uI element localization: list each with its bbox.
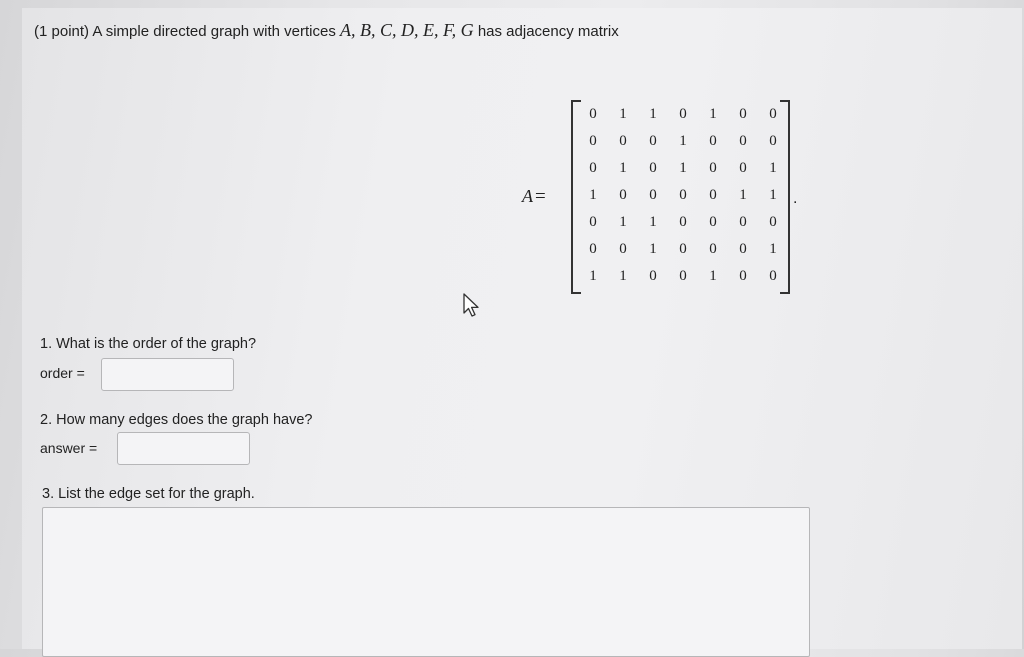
vertex-list: A, B, C, D, E, F, G	[339, 20, 474, 40]
points-label: (1 point)	[34, 23, 90, 40]
matrix-name: A	[522, 186, 533, 206]
mouse-pointer-icon	[462, 293, 482, 319]
matrix-cell: 0	[589, 106, 597, 122]
matrix-cell: 1	[649, 241, 657, 257]
problem-intro: A simple directed graph with vertices	[89, 23, 340, 40]
matrix-cell: 1	[649, 106, 657, 122]
matrix-cell: 1	[769, 241, 777, 257]
matrix-cell: 0	[739, 106, 747, 122]
matrix-cell: 0	[769, 214, 777, 230]
matrix-row	[578, 155, 788, 182]
adjacency-matrix	[578, 101, 788, 290]
matrix-cell: 0	[739, 214, 747, 230]
matrix-cell: 0	[709, 241, 717, 257]
matrix-cell: 1	[619, 268, 627, 284]
matrix-cell: 0	[619, 187, 627, 203]
matrix-cell: 1	[679, 160, 687, 176]
answer-label: answer =	[40, 440, 98, 456]
matrix-cell: 0	[769, 106, 777, 122]
matrix-cell: 1	[769, 160, 777, 176]
matrix-cell: 1	[589, 268, 597, 284]
matrix-cell: 0	[739, 241, 747, 257]
matrix-cell: 0	[709, 133, 717, 149]
matrix-row	[578, 101, 788, 128]
matrix-cell: 1	[619, 160, 627, 176]
matrix-equals: =	[535, 186, 546, 207]
matrix-row	[578, 236, 788, 263]
matrix-cell: 0	[679, 268, 687, 284]
matrix-cell: 0	[649, 133, 657, 149]
matrix-cell: 0	[709, 214, 717, 230]
order-input[interactable]	[101, 358, 234, 391]
matrix-cell: 0	[709, 187, 717, 203]
edge-count-input[interactable]	[117, 432, 250, 465]
matrix-cell: 0	[619, 133, 627, 149]
matrix-cell: 0	[589, 160, 597, 176]
matrix-cell: 0	[619, 241, 627, 257]
edge-set-textarea[interactable]	[42, 507, 810, 657]
matrix-cell: 0	[649, 268, 657, 284]
matrix-cell: 0	[649, 160, 657, 176]
matrix-cell: 0	[739, 160, 747, 176]
matrix-cell: 0	[769, 133, 777, 149]
matrix-cell: 0	[739, 268, 747, 284]
question-2-text: 2. How many edges does the graph have?	[40, 412, 313, 428]
matrix-cell: 1	[709, 268, 717, 284]
matrix-cell: 0	[649, 187, 657, 203]
matrix-label	[522, 186, 546, 208]
matrix-cell: 0	[679, 214, 687, 230]
matrix-cell: 1	[619, 106, 627, 122]
matrix-period: .	[793, 190, 798, 207]
matrix-cell: 0	[679, 241, 687, 257]
matrix-cell: 1	[739, 187, 747, 203]
matrix-row	[578, 209, 788, 236]
matrix-cell: 0	[589, 214, 597, 230]
matrix-cell: 0	[709, 160, 717, 176]
matrix-cell: 1	[769, 187, 777, 203]
matrix-cell: 0	[679, 187, 687, 203]
order-label: order =	[40, 365, 85, 381]
matrix-cell: 1	[679, 133, 687, 149]
matrix-row	[578, 182, 788, 209]
question-3-text: 3. List the edge set for the graph.	[42, 486, 255, 502]
matrix-row	[578, 263, 788, 290]
matrix-cell: 0	[589, 133, 597, 149]
matrix-row	[578, 128, 788, 155]
question-1-text: 1. What is the order of the graph?	[40, 336, 257, 352]
matrix-cell: 1	[649, 214, 657, 230]
matrix-cell: 0	[679, 106, 687, 122]
matrix-cell: 1	[589, 187, 597, 203]
matrix-cell: 0	[739, 133, 747, 149]
matrix-cell: 1	[619, 214, 627, 230]
problem-outro: has adjacency matrix	[473, 23, 619, 40]
problem-header	[34, 20, 619, 41]
matrix-cell: 0	[769, 268, 777, 284]
matrix-cell: 0	[589, 241, 597, 257]
matrix-cell: 1	[709, 106, 717, 122]
